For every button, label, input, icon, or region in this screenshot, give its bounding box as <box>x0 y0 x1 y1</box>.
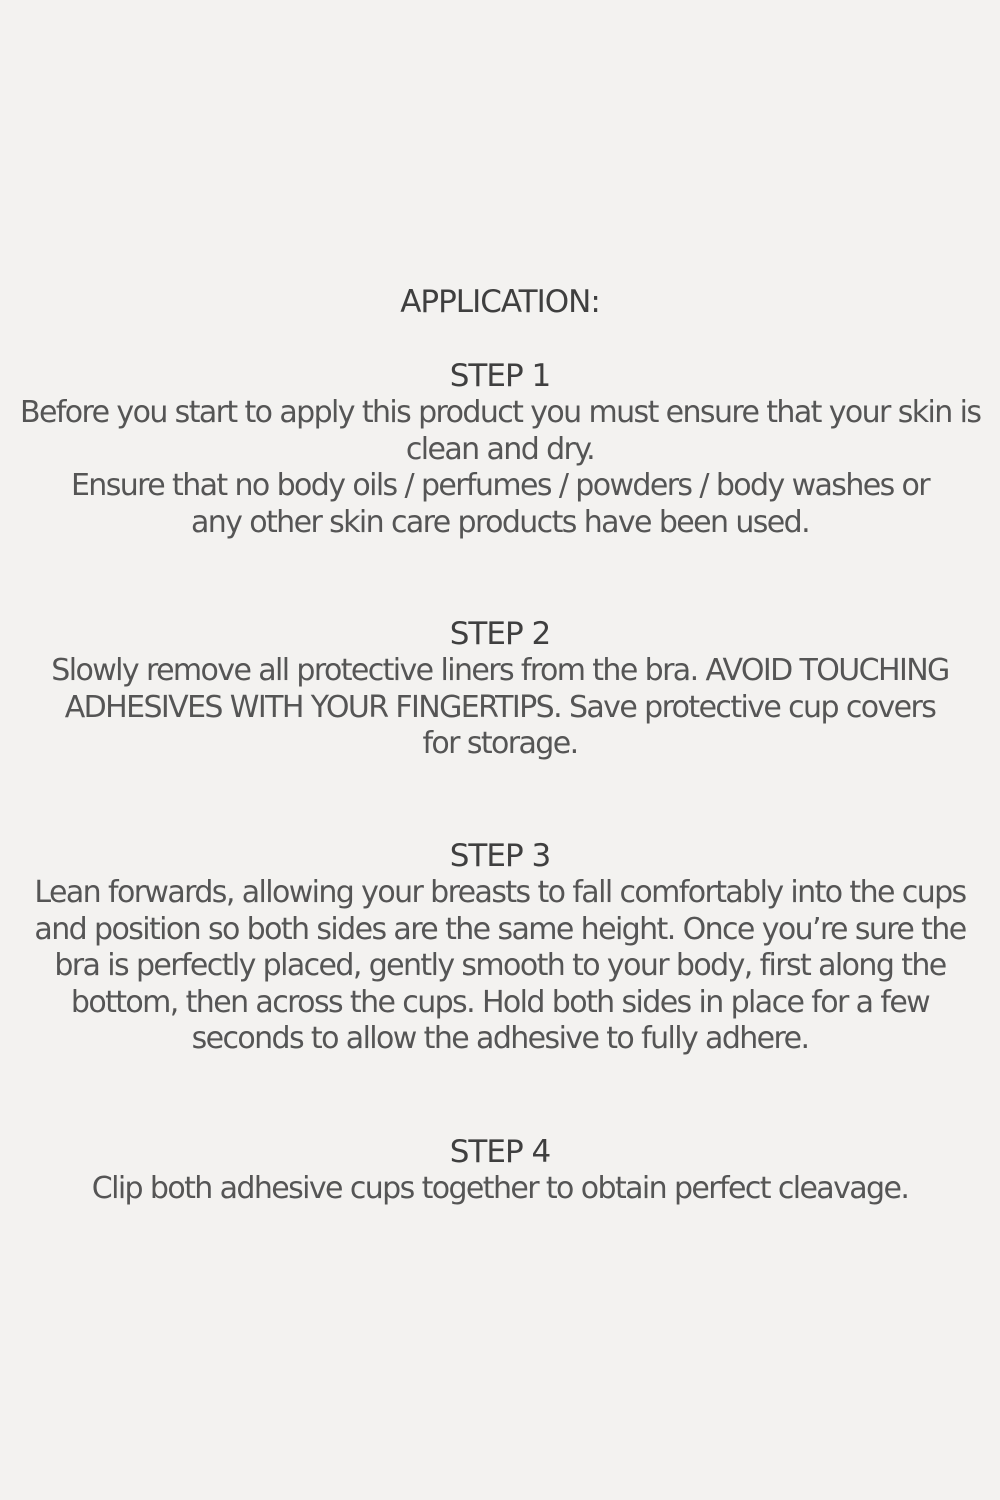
step-1-section <box>20 357 980 541</box>
step-2-line-3: for storage. <box>422 726 578 761</box>
step-1-line-2: clean and dry. <box>405 431 595 467</box>
step-3-line-3: bra is perfectly placed, gently smooth to your body, first along the <box>54 948 946 983</box>
step-2-line-1: Slowly remove all protective liners from the bra. AVOID TOUCHING <box>51 653 949 688</box>
step-3-line-4: bottom, then across the cups. Hold both sides in place for a few <box>70 984 930 1020</box>
step-1-line-1: Before you start to apply this product you must ensure that your skin is <box>20 395 981 430</box>
step-1-line-3: Ensure that no body oils / perfumes / powders / body washes or <box>70 468 930 503</box>
step-3-line-1: Lean forwards, allowing your breasts to fall comfortably into the cups <box>34 875 966 910</box>
step-2-heading: STEP 2 <box>449 616 551 652</box>
step-2-section <box>20 615 980 763</box>
step-3-line-2: and position so both sides are the same height. Once you’re sure the <box>34 911 966 947</box>
step-4-heading: STEP 4 <box>449 1134 551 1170</box>
step-4-section <box>20 1133 980 1208</box>
step-3-heading: STEP 3 <box>449 838 551 874</box>
page-title: APPLICATION: <box>400 284 600 320</box>
step-1-line-4: any other skin care products have been used. <box>190 504 810 540</box>
step-2-line-2: ADHESIVES WITH YOUR FINGERTIPS. Save protective cup covers <box>64 689 936 725</box>
step-1-heading: STEP 1 <box>449 358 551 394</box>
step-3-section <box>20 837 980 1058</box>
step-4-line-1: Clip both adhesive cups together to obtain perfect cleavage. <box>91 1171 909 1206</box>
step-3-line-5: seconds to allow the adhesive to fully adhere. <box>191 1021 809 1056</box>
